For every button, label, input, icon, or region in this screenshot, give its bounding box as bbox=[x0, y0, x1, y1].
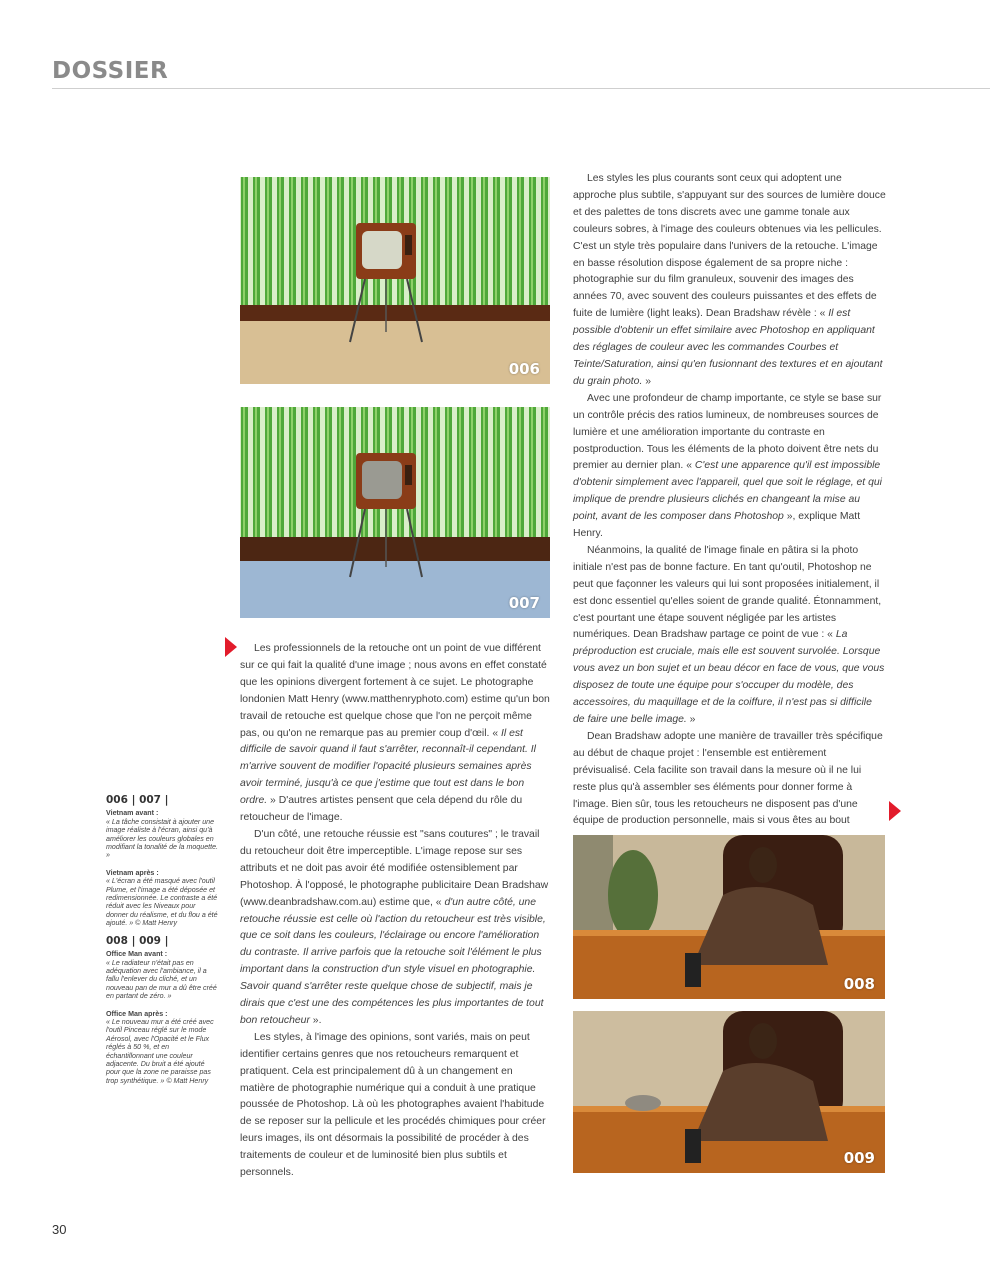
header-divider bbox=[52, 88, 990, 89]
paragraph: Avec une profondeur de champ importante, ce style se base sur un contrôle précis des ratios lumineux, de nombreuses sources de lumière et une amélioration importante du contraste en postproduction. Tous les éléments de la photo doivent être nets du premier au dernier plan. « C'est une apparence qu'il est impossible d'obtenir simplement avec l'appareil, quel que soit le réglage, et qui implique de prendre plusieurs clichés en changeant la mise au point, avant de les composer dans Photoshop », explique Matt Henry. bbox=[573, 392, 882, 540]
caption-text: « Le nouveau mur a été créé avec l'outil Pinceau réglé sur le mode Aérosol, avec l'Opacité et le Flux réglés à 50 %, et en échantillonnant une couleur adjacente. Du bruit a été ajouté pour que la zone ne paraisse pas trop synthétique. » © Matt Henry bbox=[106, 1017, 214, 1085]
caption-text: « Le radiateur n'était pas en adéquation avec l'ambiance, il a fallu l'enlever du cliché, et un nouveau pan de mur a dû être créé en partant de zéro. » bbox=[106, 958, 217, 1001]
caption-label: Vietnam avant : bbox=[106, 809, 159, 818]
paragraph: Les styles les plus courants sont ceux qui adoptent une approche plus subtile, s'appuyant sur des sources de lumière douce et des palettes de tons discrets avec une gamme tonale aux couleurs sobres, à l'image des couleurs obtenues via les pellicules. C'est un style très populaire dans l'univers de la retouche. L'image en basse résolution dispose également de sa propre niche : photographie sur du film granuleux, souvenir des images des années 70, avec souvent des couleurs puissantes et des effets de fuite de lumière (light leaks). Dean Bradshaw révèle : « Il est possible d'obtenir un effet similaire avec Photoshop en appliquant des réglages de couleur avec les commandes Courbes et Teinte/Saturation, ainsi qu'en fusionnant des textures et en ajoutant du grain photo. » bbox=[573, 173, 886, 387]
caption-label: Office Man après : bbox=[106, 1009, 168, 1018]
caption-block bbox=[106, 950, 218, 1000]
photo-number-008: 008 bbox=[843, 975, 875, 993]
caption-label: Vietnam après : bbox=[106, 868, 159, 877]
photo-number-007: 007 bbox=[508, 594, 540, 612]
middle-column-text bbox=[240, 641, 550, 1182]
photo-008 bbox=[573, 835, 885, 999]
paragraph: Les professionnels de la retouche ont un point de vue différent sur ce qui fait la qualité d'une image ; nous avons en effet constaté que les opinions divergent fortement à ce sujet. Le photographe londonien Matt Henry (www.matthenryphoto.com) estime qu'un bon travail de retouche est quelque chose que l'on ne perçoit même pas, ou qu'on ne remarque pas au premier coup d'œil. « Il est difficile de savoir quand il faut s'arrêter, reconnaît-il cependant. Il m'arrive souvent de modifier l'opacité plusieurs semaines après avoir terminé, jusqu'à ce que j'estime que tout est dans le bon ordre. » D'autres artistes pensent que cela dépend du rôle du retoucheur de l'image. bbox=[240, 643, 550, 824]
paragraph: Les styles, à l'image des opinions, sont variés, mais on peut identifier certains genres que nos retoucheurs remarquent et pratiquent. Cela est principalement dû à un changement en matière de photographie numérique qui a conduit à une pratique poussée de Photoshop. Là où les photographes avaient l'habitude de se reposer sur la pellicule et les procédés chimiques pour créer leurs images, ils ont désormais la possibilité de procéder à des traitements de couleur et de luminosité bien plus subtils et personnels. bbox=[240, 1031, 546, 1179]
photo-009 bbox=[573, 1011, 885, 1173]
right-column-text bbox=[573, 171, 886, 830]
photo-number-006: 006 bbox=[508, 360, 540, 378]
photo-006 bbox=[240, 177, 550, 384]
red-arrow-icon bbox=[889, 801, 901, 821]
caption-block bbox=[106, 809, 218, 859]
red-arrow-icon bbox=[225, 637, 237, 657]
caption-block bbox=[106, 1010, 218, 1086]
photo-007 bbox=[240, 407, 550, 618]
paragraph: Dean Bradshaw adopte une manière de travailler très spécifique au début de chaque projet : l'ensemble est entièrement prévisualisé. Cela facilite son travail dans la mesure où il ne lui reste plus qu'à assembler ses éléments pour donner forme à l'image. Bien sûr, tous les retoucheurs ne disposent pas d'une équipe de production personnelle, mais si vous êtes au bout bbox=[573, 730, 883, 827]
photo-number-009: 009 bbox=[843, 1149, 875, 1167]
caption-text: « L'écran a été masqué avec l'outil Plume, et l'image a été déposée et redimensionnée. Le contraste a été réduit avec les Niveaux pour donner du réalisme, et du flou a été ajouté. » © Matt Henry bbox=[106, 877, 218, 928]
caption-group-head: 006 | 007 | bbox=[106, 794, 169, 806]
paragraph: Néanmoins, la qualité de l'image finale en pâtira si la photo initiale n'est pas de bonne facture. En tant qu'outil, Photoshop ne peut que façonner les valeurs qui lui sont proposées initialement, il est donc essentiel qu'elles soient de grande qualité. Étonnamment, c'est pourtant une étape souvent négligée par les artistes numériques. Dean Bradshaw partage ce point de vue : « La préproduction est cruciale, mais elle est souvent survolée. Lorsque vous avez un bon sujet et un beau décor en face de vous, que vous disposez de toute une équipe pour s'occuper du modèle, des accessoires, du maquillage et de la coiffure, il n'est pas si difficile de faire une belle image. » bbox=[573, 544, 885, 725]
section-title: DOSSIER bbox=[52, 58, 169, 84]
caption-block bbox=[106, 869, 218, 928]
caption-text: « La tâche consistait à ajouter une image réaliste à l'écran, ainsi qu'à améliorer les couleurs globales en modifiant la tonalité de la moquette. » bbox=[106, 817, 218, 860]
photo-captions bbox=[106, 796, 218, 1094]
caption-group-head: 008 | 009 | bbox=[106, 934, 169, 947]
paragraph: D'un côté, une retouche réussie est "sans coutures" ; le travail du retoucheur doit être imperceptible. L'image repose sur ses attributs et ne doit pas avoir été modifiée ostensiblement par Photoshop. À l'opposé, le photographe publicitaire Dean Bradshaw (www.deanbradshaw.com.au) estime que, « d'un autre côté, une retouche réussie est celle où l'action du retoucheur est très visible, que ce soit dans les couleurs, l'éclairage ou encore l'amélioration du contraste. Il arrive parfois que la retouche soit l'élément le plus important dans la construction d'un style visuel en photographie. Savoir quand s'arrêter reste quelque chose de subjectif, mais je dirais que c'est une des compétences les plus importantes de tout bon retoucheur ». bbox=[240, 828, 549, 1026]
caption-label: Office Man avant : bbox=[106, 950, 168, 959]
page-number: 30 bbox=[52, 1222, 67, 1237]
